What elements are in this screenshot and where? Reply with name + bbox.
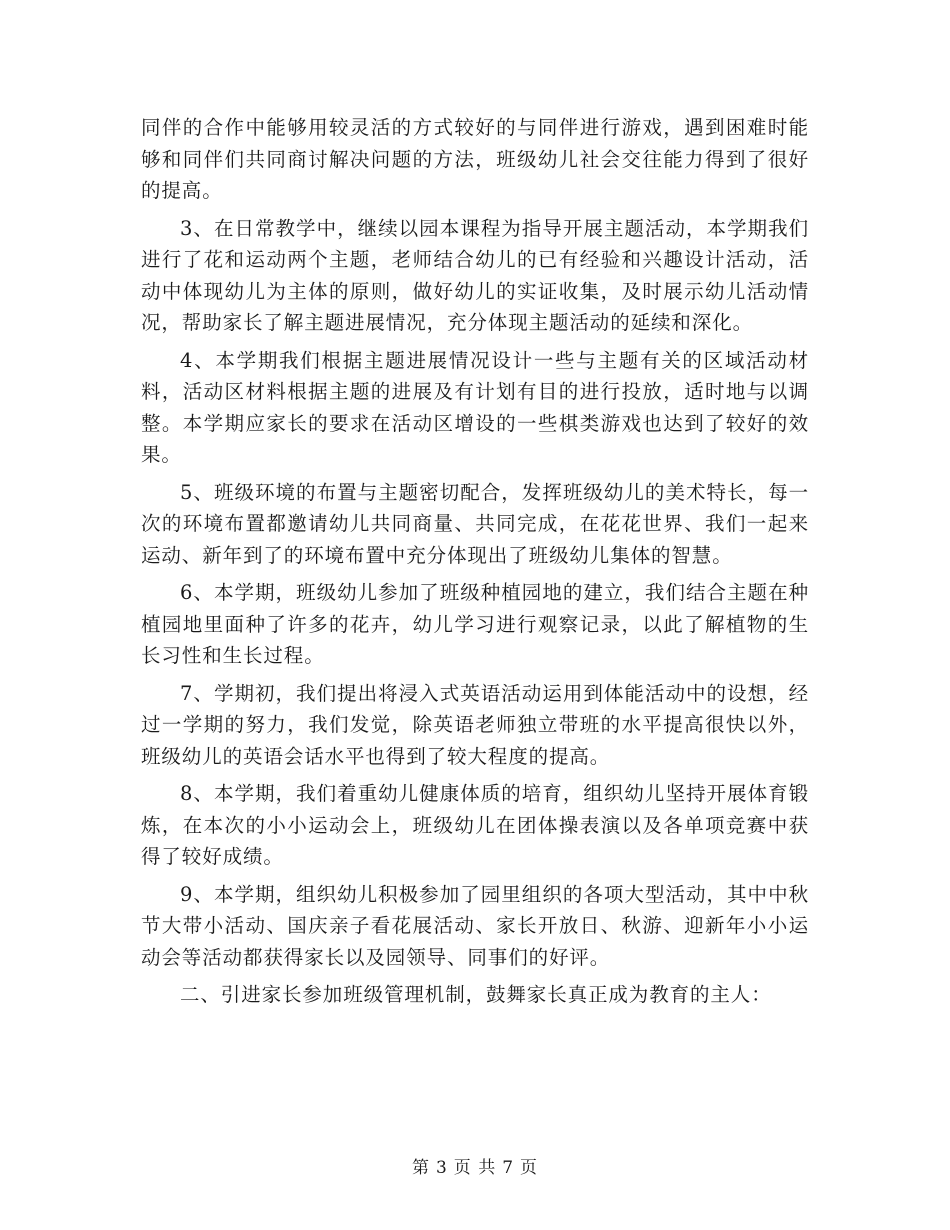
footer-middle: 页 共: [453, 1158, 497, 1178]
paragraph-item-4: 4、本学期我们根据主题进展情况设计一些与主题有关的区域活动材料，活动区材料根据主题的进展及有计划有目的进行投放，适时地与以调整。本学期应家长的要求在活动区增设的一些棋类游戏也达到了较好的效果。: [141, 348, 809, 466]
section-heading-2: 二、引进家长参加班级管理机制，鼓舞家长真正成为教育的主人：: [180, 983, 772, 1006]
paragraph-item-3: 3、在日常教学中，继续以园本课程为指导开展主题活动，本学期我们进行了花和运动两个主题，老师结合幼儿的已有经验和兴趣设计活动，活动中体现幼儿为主体的原则，做好幼儿的实证收集，及时展示幼儿活动情况，帮助家长了解主题进展情况，充分体现主题活动的延续和深化。: [141, 216, 809, 334]
footer-prefix: 第: [411, 1158, 430, 1178]
paragraph-item-6: 6、本学期，班级幼儿参加了班级种植园地的建立，我们结合主题在种植园地里面种了许多的花卉，幼儿学习进行观察记录，以此了解植物的生长习性和生长过程。: [141, 581, 809, 667]
document-body: [141, 112, 809, 1011]
footer-total-pages: 7: [502, 1158, 515, 1178]
paragraph-item-7: 7、学期初，我们提出将浸入式英语活动运用到体能活动中的设想，经过一学期的努力，我们发觉，除英语老师独立带班的水平提高很快以外，班级幼儿的英语会话水平也得到了较大程度的提高。: [141, 681, 809, 768]
footer-suffix: 页: [520, 1158, 539, 1178]
page-footer: [0, 1153, 950, 1178]
footer-current-page: 3: [435, 1158, 448, 1178]
paragraph-continuation: 同伴的合作中能够用较灵活的方式较好的与同伴进行游戏，遇到困难时能够和同伴们共同商讨解决问题的方法，班级幼儿社会交往能力得到了很好的提高。: [141, 116, 809, 202]
paragraph-item-8: 8、本学期，我们着重幼儿健康体质的培育，组织幼儿坚持开展体育锻炼，在本次的小小运动会上，班级幼儿在团体操表演以及各单项竞赛中获得了较好成绩。: [141, 782, 809, 868]
paragraph-item-5: 5、班级环境的布置与主题密切配合，发挥班级幼儿的美术特长，每一次的环境布置都邀请幼儿共同商量、共同完成，在花花世界、我们一起来运动、新年到了的环境布置中充分体现出了班级幼儿集体的智慧。: [141, 480, 809, 567]
paragraph-item-9: 9、本学期，组织幼儿积极参加了园里组织的各项大型活动，其中中秋节大带小活动、国庆亲子看花展活动、家长开放日、秋游、迎新年小小运动会等活动都获得家长以及园领导、同事们的好评。: [141, 882, 809, 969]
